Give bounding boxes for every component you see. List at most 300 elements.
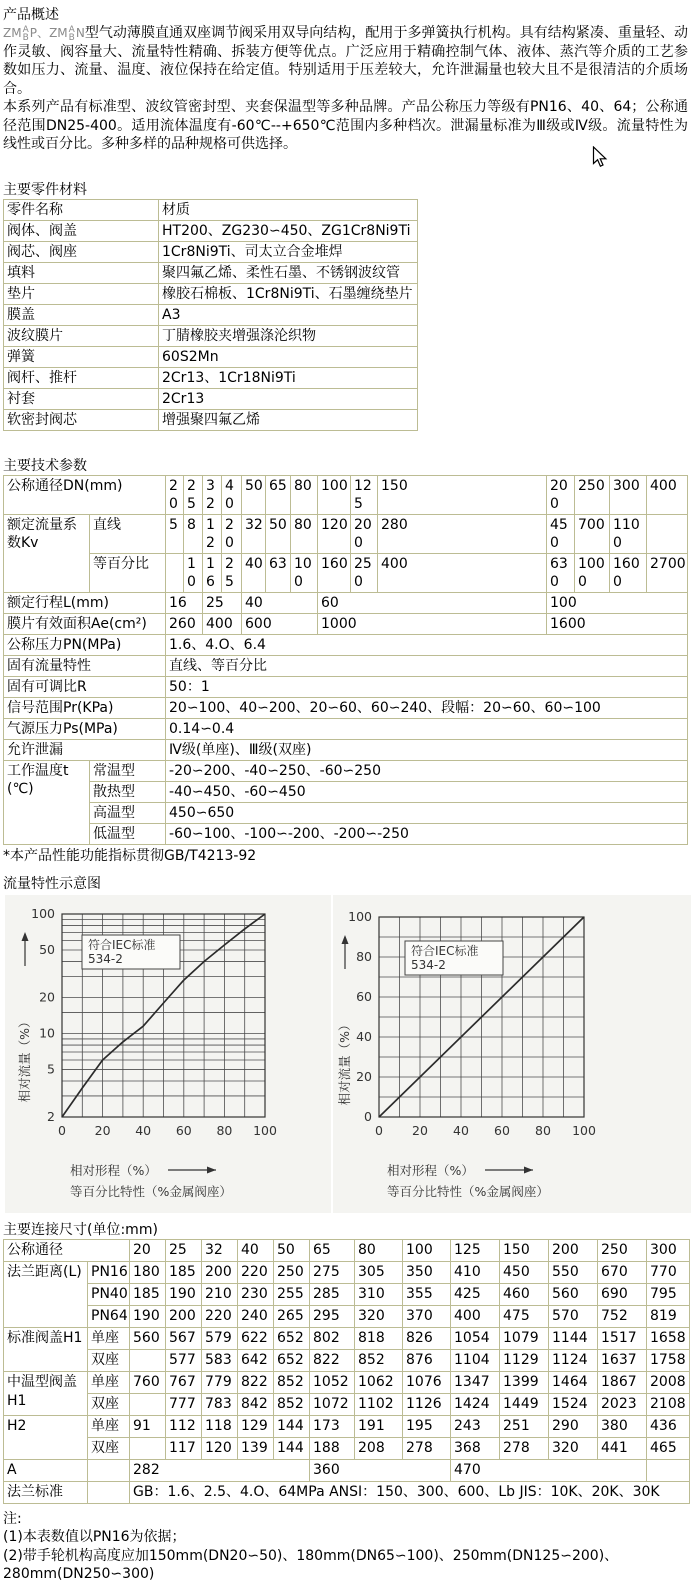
model-text: P、 — [29, 26, 50, 40]
cell: 100 — [547, 592, 688, 613]
cell: 1102 — [355, 1393, 403, 1415]
x-tick-label: 0 — [58, 1122, 66, 1138]
cell: 818 — [355, 1327, 403, 1349]
cell: 185 — [130, 1283, 166, 1305]
header-cell: 250 — [598, 1239, 647, 1261]
cell: 60 — [318, 592, 547, 613]
row-label: 固有流量特性 — [4, 655, 166, 676]
material-cell: HT200、ZG230∽450、ZG1Cr8Ni9Ti — [159, 220, 418, 241]
cell: 1124 — [549, 1349, 598, 1371]
value-cell: 450∽650 — [166, 802, 688, 823]
cell: 100 — [291, 553, 318, 592]
cell: 25 — [203, 592, 242, 613]
annotation-line-1: 符合IEC标准 — [411, 943, 479, 958]
table-row — [4, 1481, 690, 1503]
x-tick-label: 40 — [453, 1122, 469, 1138]
cell: 583 — [202, 1349, 238, 1371]
cell: 8 — [184, 514, 203, 553]
cell: 852 — [274, 1371, 310, 1393]
table-row — [4, 388, 418, 409]
cell: 290 — [549, 1415, 598, 1437]
annotation-line-1: 符合IEC标准 — [88, 937, 156, 952]
model-text: N — [75, 26, 85, 40]
model-text: ZM — [49, 26, 68, 40]
part-name-cell: 波纹膜片 — [4, 325, 159, 346]
cell: 876 — [403, 1349, 451, 1371]
cell: 1524 — [549, 1393, 598, 1415]
x-tick-label: 80 — [535, 1122, 551, 1138]
cell: 795 — [647, 1283, 690, 1305]
cell: 150 — [378, 475, 547, 514]
sub-label: PN40 — [88, 1283, 130, 1305]
cell: 25 — [184, 475, 203, 514]
sub-label: 等百分比 — [90, 553, 166, 592]
table-row — [4, 739, 688, 760]
cell: 20 — [166, 475, 184, 514]
table-row — [4, 553, 688, 592]
x-tick-label: 20 — [412, 1122, 428, 1138]
table-row — [4, 1261, 690, 1283]
row-label: 信号范围Pr(KPa) — [4, 697, 166, 718]
cell: 560 — [130, 1327, 166, 1349]
cell: 190 — [166, 1283, 202, 1305]
note-item-2: (2)带手轮机构高度应加150mm(DN20∽50)、180mm(DN65∽100)、250mm(DN125∽200)、280mm(DN250∽300) — [3, 1547, 619, 1582]
cell: 1464 — [549, 1371, 598, 1393]
material-cell: 增强聚四氟乙烯 — [159, 409, 418, 430]
cell: 144 — [274, 1437, 310, 1459]
chart-caption: 等百分比特性（%金属阀座） — [387, 1183, 549, 1199]
part-name-cell: 阀杆、推杆 — [4, 367, 159, 388]
cell: 255 — [274, 1283, 310, 1305]
cell: 2108 — [647, 1393, 690, 1415]
cell: 802 — [310, 1327, 355, 1349]
part-name-cell: 弹簧 — [4, 346, 159, 367]
section-title-tech-params: 主要技术参数 — [3, 457, 87, 474]
cell: 91 — [130, 1415, 166, 1437]
cell: 50 — [266, 514, 291, 553]
cell — [88, 1459, 130, 1481]
value-cell: 1.6、4.O、6.4 — [166, 634, 688, 655]
sub-label: 单座 — [88, 1371, 130, 1393]
cell: 652 — [274, 1349, 310, 1371]
cell: 208 — [355, 1437, 403, 1459]
sub-label: 常温型 — [90, 760, 166, 781]
value-cell: GB：1.6、2.5、4.O、64MPa ANSI：150、300、600、Lb JIS：10K、20K、30K — [130, 1481, 690, 1503]
part-name-cell: 阀体、阀盖 — [4, 220, 159, 241]
cell: 852 — [355, 1349, 403, 1371]
table-row — [4, 676, 688, 697]
header-cell: 125 — [451, 1239, 500, 1261]
cell: 139 — [238, 1437, 274, 1459]
cell: 260 — [166, 613, 203, 634]
cell: 173 — [310, 1415, 355, 1437]
cell: 280 — [378, 514, 547, 553]
table-row — [4, 592, 688, 613]
cell: 1062 — [355, 1371, 403, 1393]
cell: 577 — [166, 1349, 202, 1371]
x-tick-label: 40 — [135, 1122, 152, 1138]
cell: 188 — [310, 1437, 355, 1459]
chart-linear-scale — [333, 895, 691, 1219]
mouse-cursor-icon — [592, 146, 608, 168]
cell: 1079 — [500, 1327, 549, 1349]
header-cell: 200 — [549, 1239, 598, 1261]
table-row — [4, 802, 688, 823]
y-tick-label: 100 — [31, 905, 55, 921]
cell: 642 — [238, 1349, 274, 1371]
cell — [130, 1393, 166, 1415]
cell: 1072 — [310, 1393, 355, 1415]
value-cell: -40∽450、-60∽450 — [166, 781, 688, 802]
table-row — [4, 1371, 690, 1393]
cell: 436 — [647, 1415, 690, 1437]
materials-grid — [3, 199, 418, 431]
tech-footnote: *本产品性能功能指标贯彻GB/T4213-92 — [3, 847, 257, 864]
cell: 1517 — [598, 1327, 647, 1349]
header-cell: 材质 — [159, 199, 418, 220]
material-cell: 丁腈橡胶夹增强涤沦织物 — [159, 325, 418, 346]
material-cell: A3 — [159, 304, 418, 325]
sub-label: 双座 — [88, 1437, 130, 1459]
table-row — [4, 613, 688, 634]
cell: 630 — [547, 553, 575, 592]
cell: 200 — [166, 1305, 202, 1327]
cell: 1399 — [500, 1371, 549, 1393]
cell: 80 — [291, 475, 318, 514]
cell: 1129 — [500, 1349, 549, 1371]
row-label: 法兰标准 — [4, 1481, 88, 1503]
cell: 465 — [647, 1437, 690, 1459]
row-label: 中温型阀盖H1 — [4, 1371, 88, 1415]
cell — [130, 1437, 166, 1459]
table-row — [4, 514, 688, 553]
y-tick-label: 100 — [348, 908, 372, 924]
header-cell: 65 — [310, 1239, 355, 1261]
y-tick-label: 20 — [39, 989, 55, 1005]
row-label: H2 — [4, 1415, 88, 1459]
value-cell: 20∽100、40∽200、20∽60、60∽240、段幅：20∽60、60∽100 — [166, 697, 688, 718]
table-row — [4, 634, 688, 655]
cell: 1104 — [451, 1349, 500, 1371]
cell: 32 — [242, 514, 266, 553]
sub-label: 散热型 — [90, 781, 166, 802]
cell: 2700 — [647, 553, 688, 592]
table-row — [4, 1393, 690, 1415]
cell: 40 — [242, 553, 266, 592]
cell: 191 — [355, 1415, 403, 1437]
cell: 1076 — [403, 1371, 451, 1393]
header-cell: 300 — [647, 1239, 690, 1261]
value-cell: -20∽200、-40∽250、-60∽250 — [166, 760, 688, 781]
cell: 200 — [547, 475, 575, 514]
cell: 450 — [500, 1261, 549, 1283]
header-cell: 20 — [130, 1239, 166, 1261]
cell: 460 — [500, 1283, 549, 1305]
cell: 2023 — [598, 1393, 647, 1415]
cell: 185 — [166, 1261, 202, 1283]
x-tick-label: 20 — [94, 1122, 111, 1138]
table-row — [4, 304, 418, 325]
part-name-cell: 垫片 — [4, 283, 159, 304]
y-tick-label: 60 — [356, 988, 372, 1004]
cell: 690 — [598, 1283, 647, 1305]
model-designation — [3, 25, 85, 43]
table-row — [4, 760, 688, 781]
cell: 5 — [166, 514, 184, 553]
value-cell: 直线、等百分比 — [166, 655, 688, 676]
cell: 826 — [403, 1327, 451, 1349]
row-label: 标准阀盖H1 — [4, 1327, 88, 1371]
cell: 250 — [274, 1261, 310, 1283]
table-row — [4, 1437, 690, 1459]
material-cell: 1Cr8Ni9Ti、司太立合金堆焊 — [159, 241, 418, 262]
cell: 190 — [130, 1305, 166, 1327]
cell: 12 — [203, 514, 222, 553]
cell: 63 — [266, 553, 291, 592]
cell: 842 — [238, 1393, 274, 1415]
annotation-line-2: 534-2 — [88, 951, 123, 966]
cell: 1144 — [549, 1327, 598, 1349]
chart-svg — [5, 895, 331, 1213]
table-row — [4, 781, 688, 802]
cell: 400 — [203, 613, 242, 634]
material-cell: 2Cr13 — [159, 388, 418, 409]
cell: 441 — [598, 1437, 647, 1459]
intro-paragraph-1 — [3, 24, 688, 98]
cell: 1054 — [451, 1327, 500, 1349]
cell: 570 — [549, 1305, 598, 1327]
sub-label: 双座 — [88, 1349, 130, 1371]
annotation-line-2: 534-2 — [411, 957, 446, 972]
table-row — [4, 655, 688, 676]
sub-label: 低温型 — [90, 823, 166, 844]
cell: 425 — [451, 1283, 500, 1305]
header-cell: 零件名称 — [4, 199, 159, 220]
cell: 118 — [202, 1415, 238, 1437]
cell: 1126 — [403, 1393, 451, 1415]
cell: 305 — [355, 1261, 403, 1283]
cell: 25 — [222, 553, 242, 592]
row-label: 固有可调比R — [4, 676, 166, 697]
y-tick-label: 2 — [47, 1108, 55, 1124]
sub-label: 单座 — [88, 1327, 130, 1349]
cell: 112 — [166, 1415, 202, 1437]
tech-grid — [3, 475, 688, 845]
cell: 40 — [242, 592, 318, 613]
x-axis-label: 相对形程（%） — [387, 1162, 474, 1178]
row-label: 额定行程L(mm) — [4, 592, 166, 613]
table-row — [4, 346, 418, 367]
cell — [647, 514, 688, 553]
cell: 117 — [166, 1437, 202, 1459]
table-row — [4, 241, 418, 262]
row-label: 法兰距离(L) — [4, 1261, 88, 1327]
model-text: ZM — [3, 26, 22, 40]
sub-label: 直线 — [90, 514, 166, 553]
section-title-materials: 主要零件材料 — [3, 181, 87, 198]
cell: 670 — [598, 1261, 647, 1283]
cell — [647, 1459, 690, 1481]
cell: 1100 — [610, 514, 647, 553]
row-label: 工作温度t(℃) — [4, 760, 90, 844]
materials-table — [3, 199, 688, 431]
cell: 1758 — [647, 1349, 690, 1371]
cell: 1347 — [451, 1371, 500, 1393]
table-row — [4, 718, 688, 739]
row-label: 公称通径DN(mm) — [4, 475, 166, 514]
cell: 16 — [203, 553, 222, 592]
cell: 180 — [130, 1261, 166, 1283]
flow-characteristic-charts — [3, 895, 688, 1213]
cell — [130, 1349, 166, 1371]
cell: 200 — [202, 1261, 238, 1283]
header-cell: 32 — [202, 1239, 238, 1261]
dimensions-table — [3, 1239, 688, 1504]
cell: 370 — [403, 1305, 451, 1327]
cell: 1449 — [500, 1393, 549, 1415]
cell: 1424 — [451, 1393, 500, 1415]
row-label: 允许泄漏 — [4, 739, 166, 760]
x-axis-label: 相对形程（%） — [70, 1162, 157, 1178]
table-row — [4, 367, 418, 388]
cell: 410 — [451, 1261, 500, 1283]
sub-label: 高温型 — [90, 802, 166, 823]
cell — [166, 553, 184, 592]
part-name-cell: 阀芯、阀座 — [4, 241, 159, 262]
note-item-1: (1)本表数值以PN16为依据； — [3, 1529, 186, 1545]
model-sup-sub: A B — [68, 25, 75, 43]
table-row — [4, 823, 688, 844]
intro-paragraph-2: 本系列产品有标准型、波纹管密封型、夹套保温型等多种品牌。产品公称压力等级有PN16、40、64；公称通径范围DN25-400。适用流体温度有-60℃--+650℃范围内多种档次。泄漏量标准为Ⅲ级或Ⅳ级。流量特性为线性或百分比。多种多样的品种规格可供选择。 — [3, 99, 688, 152]
y-axis-label: 相对流量（%） — [337, 1018, 352, 1105]
cell: 560 — [549, 1283, 598, 1305]
part-name-cell: 膜盖 — [4, 304, 159, 325]
cell: 1658 — [647, 1327, 690, 1349]
cell: 567 — [166, 1327, 202, 1349]
cell — [88, 1481, 130, 1503]
cell: 450 — [547, 514, 575, 553]
table-row — [4, 283, 418, 304]
table-row — [4, 1239, 690, 1261]
table-row — [4, 475, 688, 514]
cell: 400 — [647, 475, 688, 514]
row-label: 公称通径 — [4, 1239, 130, 1261]
section-title-flow-charts: 流量特性示意图 — [3, 875, 101, 892]
cell: 195 — [403, 1415, 451, 1437]
cell: 1000 — [318, 613, 547, 634]
cell: 652 — [274, 1327, 310, 1349]
cell: 819 — [647, 1305, 690, 1327]
cell: 129 — [238, 1415, 274, 1437]
cell: 770 — [647, 1261, 690, 1283]
x-tick-label: 60 — [175, 1122, 192, 1138]
section-title-dimensions: 主要连接尺寸(单位:mm) — [3, 1221, 158, 1238]
table-row — [4, 1415, 690, 1437]
material-cell: 橡胶石棉板、1Cr8Ni9Ti、石墨缠绕垫片 — [159, 283, 418, 304]
table-row — [4, 1459, 690, 1481]
cell: 220 — [238, 1261, 274, 1283]
cell: 767 — [166, 1371, 202, 1393]
header-cell: 100 — [403, 1239, 451, 1261]
cell: 65 — [266, 475, 291, 514]
cell: 240 — [238, 1305, 274, 1327]
cell: 278 — [403, 1437, 451, 1459]
cell: 32 — [203, 475, 222, 514]
sub-label: 双座 — [88, 1393, 130, 1415]
cell: 10 — [184, 553, 203, 592]
cell: 160 — [318, 553, 351, 592]
cell: 752 — [598, 1305, 647, 1327]
chart-svg — [333, 895, 691, 1213]
row-label: 额定流量系数Kv — [4, 514, 90, 592]
notes-title: 注: — [3, 1510, 22, 1527]
table-row — [4, 409, 418, 430]
cell: 243 — [451, 1415, 500, 1437]
cell: 16 — [166, 592, 203, 613]
cell: 760 — [130, 1371, 166, 1393]
row-label: 膜片有效面积Ae(cm²) — [4, 613, 166, 634]
cell: 250 — [575, 475, 610, 514]
y-axis-label: 相对流量（%） — [17, 1015, 32, 1102]
table-row — [4, 1283, 690, 1305]
part-name-cell: 填料 — [4, 262, 159, 283]
tech-params-table — [3, 475, 688, 845]
cell: 579 — [202, 1327, 238, 1349]
material-cell: 聚四氟乙烯、柔性石墨、不锈钢波纹管 — [159, 262, 418, 283]
cell: 1867 — [598, 1371, 647, 1393]
cell: 350 — [403, 1261, 451, 1283]
part-name-cell: 衬套 — [4, 388, 159, 409]
cell: 120 — [318, 514, 351, 553]
value-cell: Ⅳ级(单座)、Ⅲ级(双座) — [166, 739, 688, 760]
sub-label: PN64 — [88, 1305, 130, 1327]
y-tick-label: 40 — [356, 1028, 372, 1044]
cell: 251 — [500, 1415, 549, 1437]
cell: 310 — [355, 1283, 403, 1305]
cell: 285 — [310, 1283, 355, 1305]
cell: 400 — [451, 1305, 500, 1327]
chart-caption: 等百分比特性（%金属阀座） — [70, 1183, 232, 1199]
x-tick-label: 80 — [216, 1122, 233, 1138]
cell: 470 — [451, 1459, 647, 1481]
section-title-overview: 产品概述 — [3, 7, 59, 23]
table-row — [4, 1349, 690, 1371]
table-row — [4, 325, 418, 346]
cell: 200 — [351, 514, 378, 553]
cell: 400 — [378, 553, 547, 592]
y-tick-label: 5 — [47, 1060, 55, 1076]
table-row — [4, 697, 688, 718]
cell: 622 — [238, 1327, 274, 1349]
x-tick-label: 100 — [253, 1122, 277, 1138]
cell: 783 — [202, 1393, 238, 1415]
cell: 355 — [403, 1283, 451, 1305]
cell: 1052 — [310, 1371, 355, 1393]
x-tick-label: 60 — [494, 1122, 510, 1138]
x-tick-label: 0 — [375, 1122, 383, 1138]
cell: 250 — [351, 553, 378, 592]
header-cell: 80 — [355, 1239, 403, 1261]
cell: 779 — [202, 1371, 238, 1393]
cell: 100 — [318, 475, 351, 514]
table-row — [4, 1327, 690, 1349]
material-cell: 60S2Mn — [159, 346, 418, 367]
x-tick-label: 100 — [572, 1122, 596, 1138]
header-cell: 40 — [238, 1239, 274, 1261]
y-tick-label: 20 — [356, 1068, 372, 1084]
cell: 278 — [500, 1437, 549, 1459]
cell: 275 — [310, 1261, 355, 1283]
